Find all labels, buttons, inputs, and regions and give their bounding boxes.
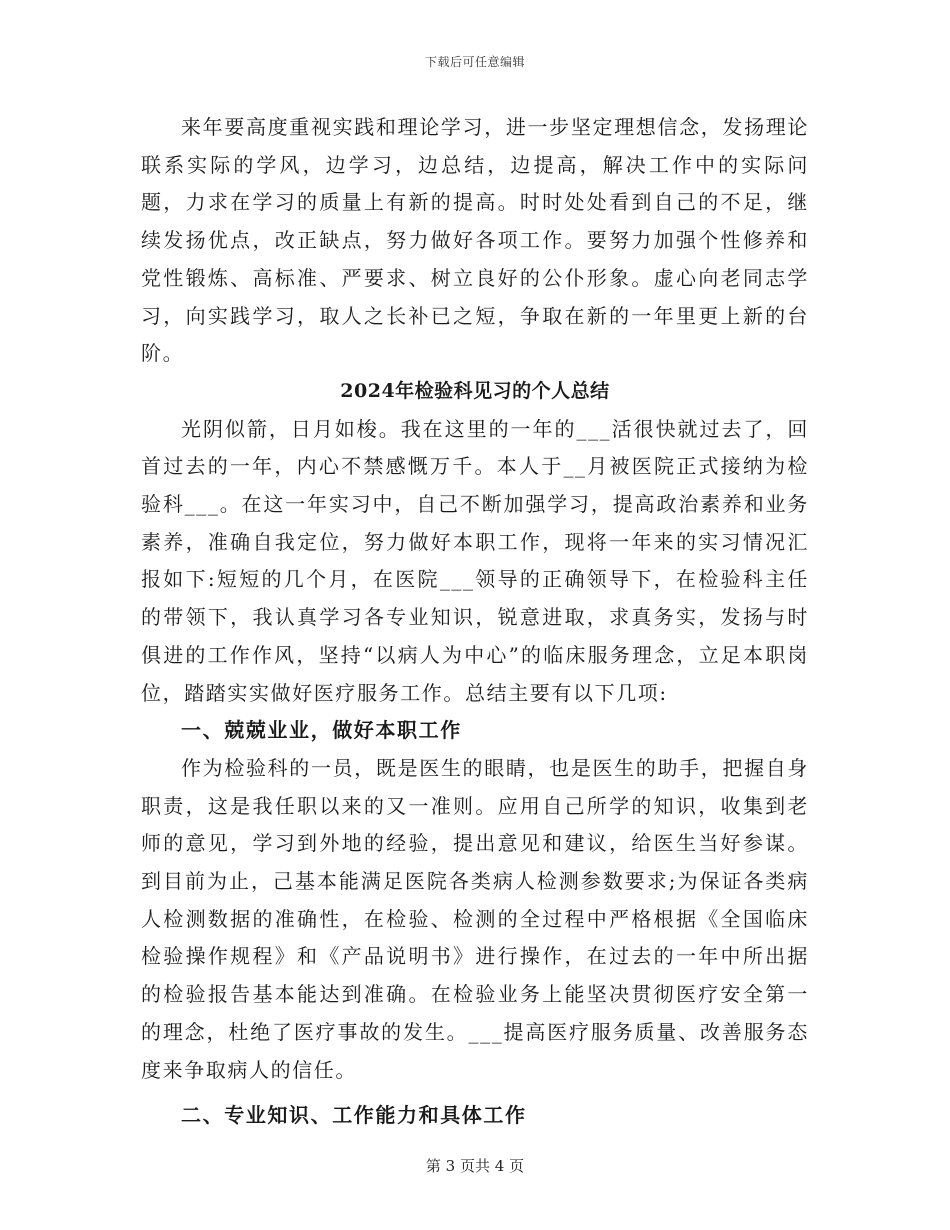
heading-section-two: 二、专业知识、工作能力和具体工作: [181, 1103, 527, 1128]
paragraph-section-one: 作为检验科的一员，既是医生的眼睛，也是医生的助手，把握自身职责，这是我任职以来的又一准则。应用自己所学的知识，收集到老师的意见，学习到外地的经验，提出意见和建议，给医生当好参谋。到目前为止，己基本能满足医院各类病人检测参数要求;为保证各类病人检测数据的准确性，在检验、检测的全过程中严格根据《全国临床检验操作规程》和《产品说明书》进行操作，在过去的一年中所出据的检验报告基本能达到准确。在检验业务上能坚决贯彻医疗安全第一的理念，杜绝了医疗事故的发生。___提高医疗服务质量、改善服务态度来争取病人的信任。: [141, 755, 809, 1082]
page-header: 下载后可任意编辑: [424, 55, 525, 69]
paragraph-introduction: 光阴似箭，日月如梭。我在这里的一年的___活很快就过去了，回首过去的一年，内心不禁感慨万千。本人于__月被医院正式接纳为检验科___。在这一年实习中，自己不断加强学习，提高政治素养和业务素养，准确自我定位，努力做好本职工作，现将一年来的实习情况汇报如下:短短的几个月，在医院___领导的正确领导下，在检验科主任的带领下，我认真学习各专业知识，锐意进取，求真务实，发扬与时俱进的工作作风，坚持“以病人为中心”的临床服务理念，立足本职岗位，踏踏实实做好医疗服务工作。总结主要有以下几项:: [141, 416, 809, 705]
page-footer: 第 3 页共 4 页: [425, 1157, 525, 1175]
section-title: 2024年检验科见习的个人总结: [340, 379, 610, 402]
document-body: [141, 109, 809, 1135]
paragraph-closing-plan: 来年要高度重视实践和理论学习，进一步坚定理想信念，发扬理论联系实际的学风，边学习，边总结，边提高，解决工作中的实际问题，力求在学习的质量上有新的提高。时时处处看到自己的不足，继续发扬优点，改正缺点，努力做好各项工作。要努力加强个性修养和党性锻炼、高标准、严要求、树立良好的公仆形象。虚心向老同志学习，向实践学习，取人之长补已之短，争取在新的一年里更上新的台阶。: [141, 115, 809, 366]
heading-section-one: 一、兢兢业业，做好本职工作: [181, 718, 462, 743]
